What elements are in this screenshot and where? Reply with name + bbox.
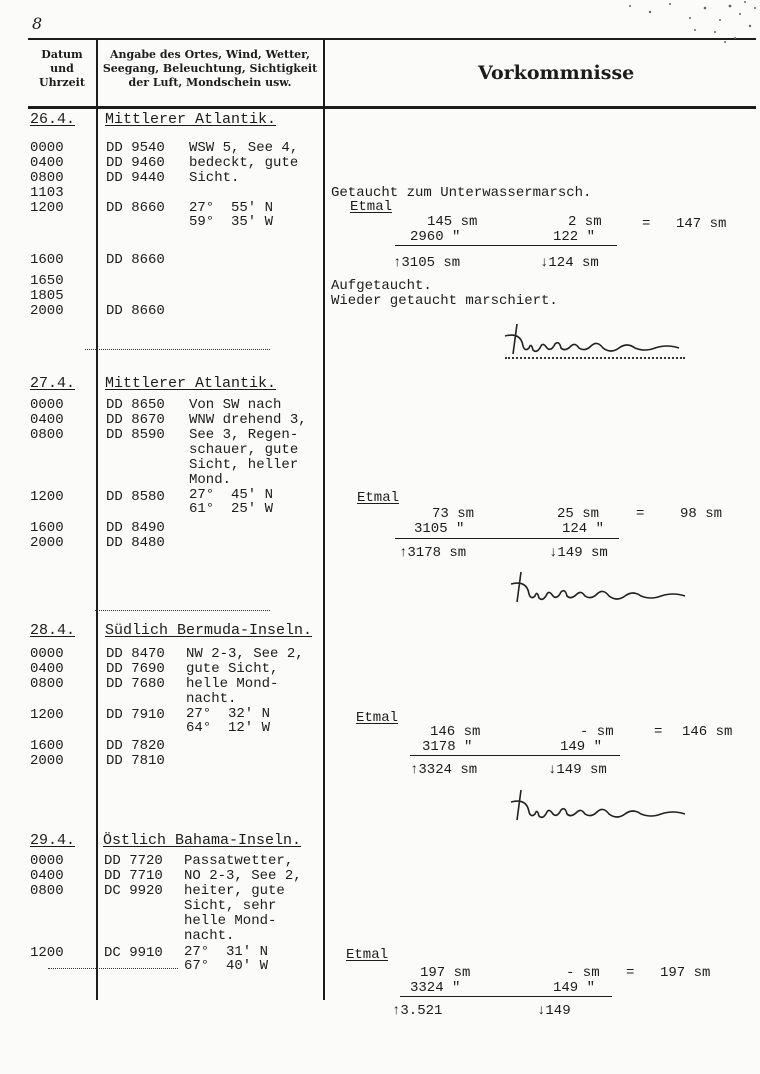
- time-entry: 1200: [30, 707, 64, 723]
- grid-square: DD 8660: [106, 200, 165, 216]
- signature: [505, 568, 705, 613]
- header-vorkommnisse: Vorkommnisse: [478, 62, 635, 84]
- time-entry: 2000: [30, 303, 64, 319]
- weather-line: gute Sicht,: [186, 661, 279, 677]
- etmal-total-sub: ↓149 sm: [549, 545, 608, 561]
- weather-line: heiter, gute: [184, 883, 285, 899]
- weather-line: WSW 5, See 4,: [189, 140, 299, 156]
- page-number: 8: [32, 14, 43, 33]
- time-entry: 2000: [30, 535, 64, 551]
- grid-square: DD 8480: [106, 535, 165, 551]
- signature: [505, 786, 705, 831]
- time-entry: 0800: [30, 170, 64, 186]
- column-divider-1: [96, 40, 98, 1000]
- etmal-submerged: - sm: [566, 965, 600, 981]
- grid-square: DD 8580: [106, 489, 165, 505]
- grid-square: DD 9440: [106, 170, 165, 186]
- day-region: Mittlerer Atlantik.: [105, 375, 277, 392]
- grid-square: DD 8590: [106, 427, 165, 443]
- etmal-carry-sub: 149 ": [553, 980, 596, 996]
- weather-line: NW 2-3, See 2,: [186, 646, 304, 662]
- etmal-total-sub: ↓149 sm: [548, 762, 607, 778]
- time-entry: 0000: [30, 397, 64, 413]
- grid-square: DD 8650: [106, 397, 165, 413]
- etmal-label: Etmal: [356, 710, 399, 726]
- grid-square: DD 7810: [106, 753, 165, 769]
- time-entry: 0400: [30, 661, 64, 677]
- header-rule: [28, 106, 756, 109]
- etmal-carry: 3324 ": [410, 980, 461, 996]
- grid-square: DD 7680: [106, 676, 165, 692]
- etmal-label: Etmal: [350, 199, 393, 215]
- time-entry: 1600: [30, 520, 64, 536]
- position-lat: 27° 31' N: [184, 944, 269, 960]
- etmal-carry-sub: 124 ": [562, 521, 605, 537]
- etmal-carry: 3105 ": [414, 521, 465, 537]
- day-separator: [95, 610, 270, 611]
- event-text: Aufgetaucht.: [331, 278, 432, 294]
- grid-square: DD 8660: [106, 252, 165, 268]
- grid-square: DD 7910: [106, 707, 165, 723]
- etmal-sum: 197 sm: [660, 965, 711, 981]
- time-entry: 0400: [30, 868, 64, 884]
- weather-line: Sicht, heller: [189, 457, 299, 473]
- weather-line: bedeckt, gute: [189, 155, 299, 171]
- grid-square: DC 9920: [104, 883, 163, 899]
- grid-square: DD 9540: [106, 140, 165, 156]
- etmal-distance: 73 sm: [432, 506, 475, 522]
- etmal-total: ↑3105 sm: [393, 255, 461, 271]
- weather-line: Passatwetter,: [184, 853, 294, 869]
- grid-square: DD 7690: [106, 661, 165, 677]
- day-region: Mittlerer Atlantik.: [105, 111, 277, 128]
- column-divider-2: [323, 40, 325, 1000]
- day-date: 29.4.: [30, 832, 76, 849]
- position-lon: 64° 12' W: [186, 720, 271, 736]
- position-lat: 27° 45' N: [189, 487, 274, 503]
- time-entry: 0400: [30, 412, 64, 428]
- header-datum: Datum und Uhrzeit: [39, 48, 85, 89]
- scan-noise: [610, 0, 760, 50]
- day-separator: [48, 968, 178, 969]
- header-ort: Angabe des Ortes, Wind, Wetter, Seegang, Beleuchtung, Sichtigkeit der Luft, Mondschein usw.: [102, 48, 318, 89]
- position-lon: 67° 40' W: [184, 958, 269, 974]
- day-separator: [85, 349, 270, 350]
- time-entry: 0800: [30, 676, 64, 692]
- weather-line: NO 2-3, See 2,: [184, 868, 302, 884]
- grid-square: DC 9910: [104, 945, 163, 961]
- weather-line: helle Mond-: [184, 913, 277, 929]
- etmal-total-sub: ↓124 sm: [540, 255, 599, 271]
- etmal-submerged: - sm: [580, 724, 614, 740]
- etmal-sum-rule: [395, 538, 619, 539]
- time-entry: 0000: [30, 140, 64, 156]
- weather-line: nacht.: [184, 928, 235, 944]
- etmal-carry-sub: 149 ": [560, 739, 603, 755]
- time-entry: 0800: [30, 883, 64, 899]
- etmal-total: ↑3178 sm: [399, 545, 467, 561]
- grid-square: DD 8470: [106, 646, 165, 662]
- position-lat: 27° 55' N: [189, 200, 274, 216]
- time-entry: 0400: [30, 155, 64, 171]
- time-entry: 1600: [30, 252, 64, 268]
- etmal-total: ↑3.521: [392, 1003, 443, 1019]
- weather-line: Von SW nach: [189, 397, 282, 413]
- etmal-carry: 2960 ": [410, 229, 461, 245]
- etmal-equals: =: [654, 724, 663, 740]
- etmal-distance: 197 sm: [420, 965, 471, 981]
- time-entry: 1650: [30, 273, 64, 289]
- time-entry: 2000: [30, 753, 64, 769]
- etmal-sum: 147 sm: [676, 216, 727, 232]
- grid-square: DD 7720: [104, 853, 163, 869]
- grid-square: DD 8490: [106, 520, 165, 536]
- weather-line: schauer, gute: [189, 442, 299, 458]
- etmal-equals: =: [636, 506, 645, 522]
- position-lon: 59° 35' W: [189, 214, 274, 230]
- etmal-sum-rule: [400, 996, 612, 997]
- time-entry: 0800: [30, 427, 64, 443]
- time-entry: 0000: [30, 646, 64, 662]
- day-date: 27.4.: [30, 375, 76, 392]
- time-entry: 1600: [30, 738, 64, 754]
- time-entry: 1200: [30, 945, 64, 961]
- grid-square: DD 7820: [106, 738, 165, 754]
- position-lon: 61° 25' W: [189, 501, 274, 517]
- event-text: Getaucht zum Unterwassermarsch.: [331, 185, 592, 201]
- etmal-sum-rule: [395, 245, 617, 246]
- etmal-carry-sub: 122 ": [553, 229, 596, 245]
- day-date: 28.4.: [30, 622, 76, 639]
- etmal-total: ↑3324 sm: [410, 762, 478, 778]
- etmal-distance: 146 sm: [430, 724, 481, 740]
- time-entry: 1200: [30, 489, 64, 505]
- grid-square: DD 8660: [106, 303, 165, 319]
- weather-line: Mond.: [189, 472, 232, 488]
- etmal-carry: 3178 ": [422, 739, 473, 755]
- position-lat: 27° 32' N: [186, 706, 271, 722]
- etmal-equals: =: [642, 216, 651, 232]
- weather-line: See 3, Regen-: [189, 427, 299, 443]
- etmal-label: Etmal: [357, 490, 400, 506]
- etmal-sum: 146 sm: [682, 724, 733, 740]
- grid-square: DD 7710: [104, 868, 163, 884]
- weather-line: Sicht.: [189, 170, 240, 186]
- weather-line: Sicht, sehr: [184, 898, 277, 914]
- etmal-label: Etmal: [346, 947, 389, 963]
- time-entry: 1103: [30, 185, 64, 201]
- signature-dotted-line: [505, 357, 685, 359]
- grid-square: DD 8670: [106, 412, 165, 428]
- weather-line: nacht.: [186, 691, 237, 707]
- etmal-total-sub: ↓149: [537, 1003, 571, 1019]
- day-region: Östlich Bahama-Inseln.: [103, 832, 302, 849]
- etmal-sum: 98 sm: [680, 506, 723, 522]
- time-entry: 0000: [30, 853, 64, 869]
- grid-square: DD 9460: [106, 155, 165, 171]
- time-entry: 1200: [30, 200, 64, 216]
- event-text: Wieder getaucht marschiert.: [331, 293, 558, 309]
- day-date: 26.4.: [30, 111, 76, 128]
- time-entry: 1805: [30, 288, 64, 304]
- weather-line: WNW drehend 3,: [189, 412, 307, 428]
- weather-line: helle Mond-: [186, 676, 279, 692]
- etmal-sum-rule: [410, 755, 620, 756]
- etmal-equals: =: [626, 965, 635, 981]
- day-region: Südlich Bermuda-Inseln.: [105, 622, 313, 639]
- etmal-submerged: 25 sm: [557, 506, 600, 522]
- etmal-distance: 145 sm: [427, 214, 478, 230]
- etmal-submerged: 2 sm: [568, 214, 602, 230]
